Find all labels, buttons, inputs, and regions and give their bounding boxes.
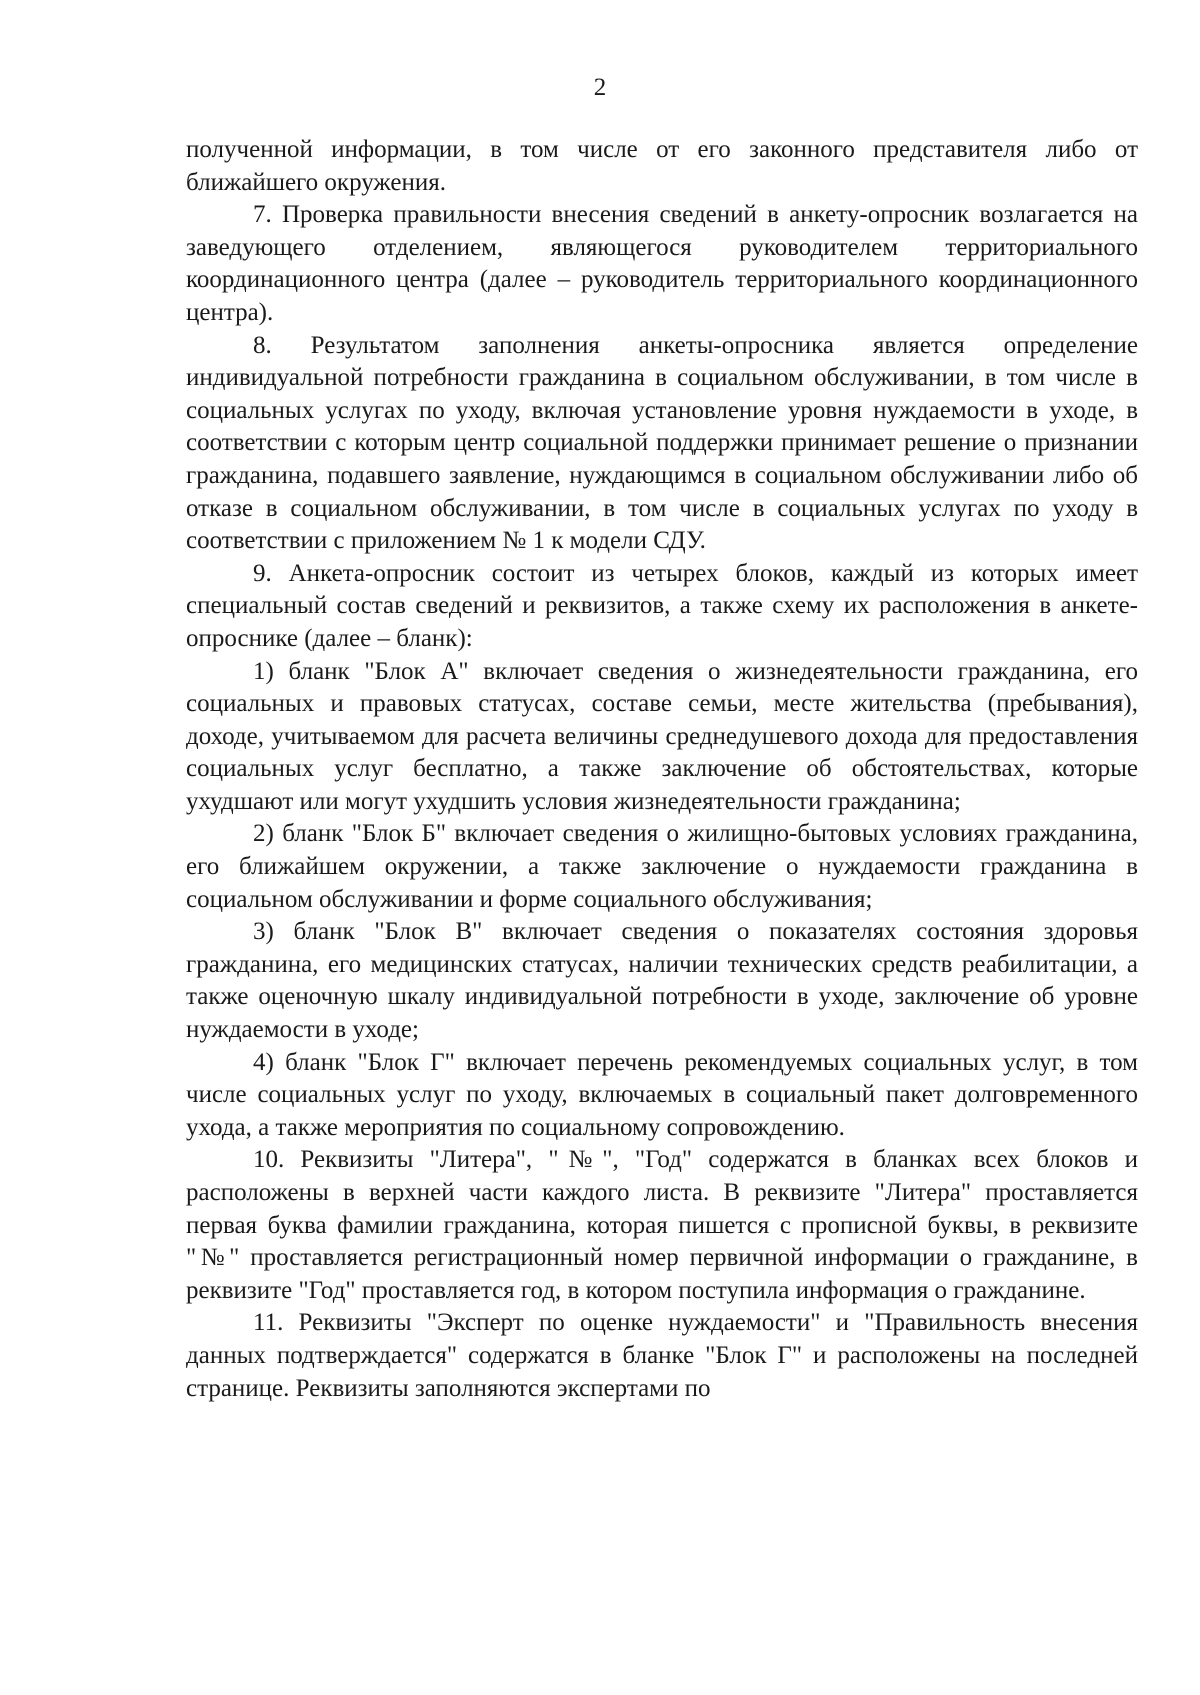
document-body	[186, 134, 1138, 1405]
paragraph-continuation: полученной информации, в том числе от его законного представителя либо от ближайшего окружения.	[186, 136, 1138, 196]
paragraph-9: 9. Анкета-опросник состоит из четырех блоков, каждый из которых имеет специальный состав сведений и реквизитов, а также схему их расположения в анкете-опроснике (далее – бланк):	[186, 559, 1138, 652]
paragraph-9-item-4: 4) бланк "Блок Г" включает перечень рекомендуемых социальных услуг, в том числе социальных услуг по уходу, включаемых в социальный пакет долговременного ухода, а также мероприятия по социальному сопровождению.	[186, 1048, 1138, 1141]
paragraph-7: 7. Проверка правильности внесения сведений в анкету-опросник возлагается на заведующего отделением, являющегося руководителем территориального координационного центра (далее – руководитель территориального координационного центра).	[186, 201, 1138, 326]
paragraph-10: 10. Реквизиты "Литера", "№", "Год" содержатся в бланках всех блоков и расположены в верхней части каждого листа. В реквизите "Литера" проставляется первая буква фамилии гражданина, которая пишется с прописной буквы, в реквизите "№" проставляется регистрационный номер первичной информации о гражданине, в реквизите "Год" проставляется год, в котором поступила информация о гражданине.	[186, 1146, 1138, 1304]
paragraph-9-item-3: 3) бланк "Блок В" включает сведения о показателях состояния здоровья гражданина, его медицинских статусах, наличии технических средств реабилитации, а также оценочную шкалу индивидуальной потребности в уходе, заключение об уровне нуждаемости в уходе;	[186, 918, 1138, 1044]
paragraph-9-item-2: 2) бланк "Блок Б" включает сведения о жилищно-бытовых условиях гражданина, его ближайшем окружении, а также заключение о нуждаемости гражданина в социальном обслуживании и форме социального обслуживания;	[186, 820, 1138, 913]
paragraph-11: 11. Реквизиты "Эксперт по оценке нуждаемости" и "Правильность внесения данных подтверждается" содержатся в бланке "Блок Г" и расположены на последней странице. Реквизиты заполняются экспертами по	[186, 1309, 1138, 1402]
paragraph-8: 8. Результатом заполнения анкеты-опросника является определение индивидуальной потребности гражданина в социальном обслуживании, в том числе в социальных услугах по уходу, включая установление уровня нуждаемости в уходе, в соответствии с которым центр социальной поддержки принимает решение о признании гражданина, подавшего заявление, нуждающимся в социальном обслуживании либо об отказе в социальном обслуживании, в том числе в социальных услугах по уходу в соответствии с приложением № 1 к модели СДУ.	[186, 331, 1138, 555]
page-number: 2	[593, 74, 607, 101]
paragraph-9-item-1: 1) бланк "Блок А" включает сведения о жизнедеятельности гражданина, его социальных и правовых статусах, составе семьи, месте жительства (пребывания), доходе, учитываемом для расчета величины среднедушевого дохода для предоставления социальных услуг бесплатно, а также заключение об обстоятельствах, которые ухудшают или могут ухудшить условия жизнедеятельности гражданина;	[186, 657, 1138, 815]
